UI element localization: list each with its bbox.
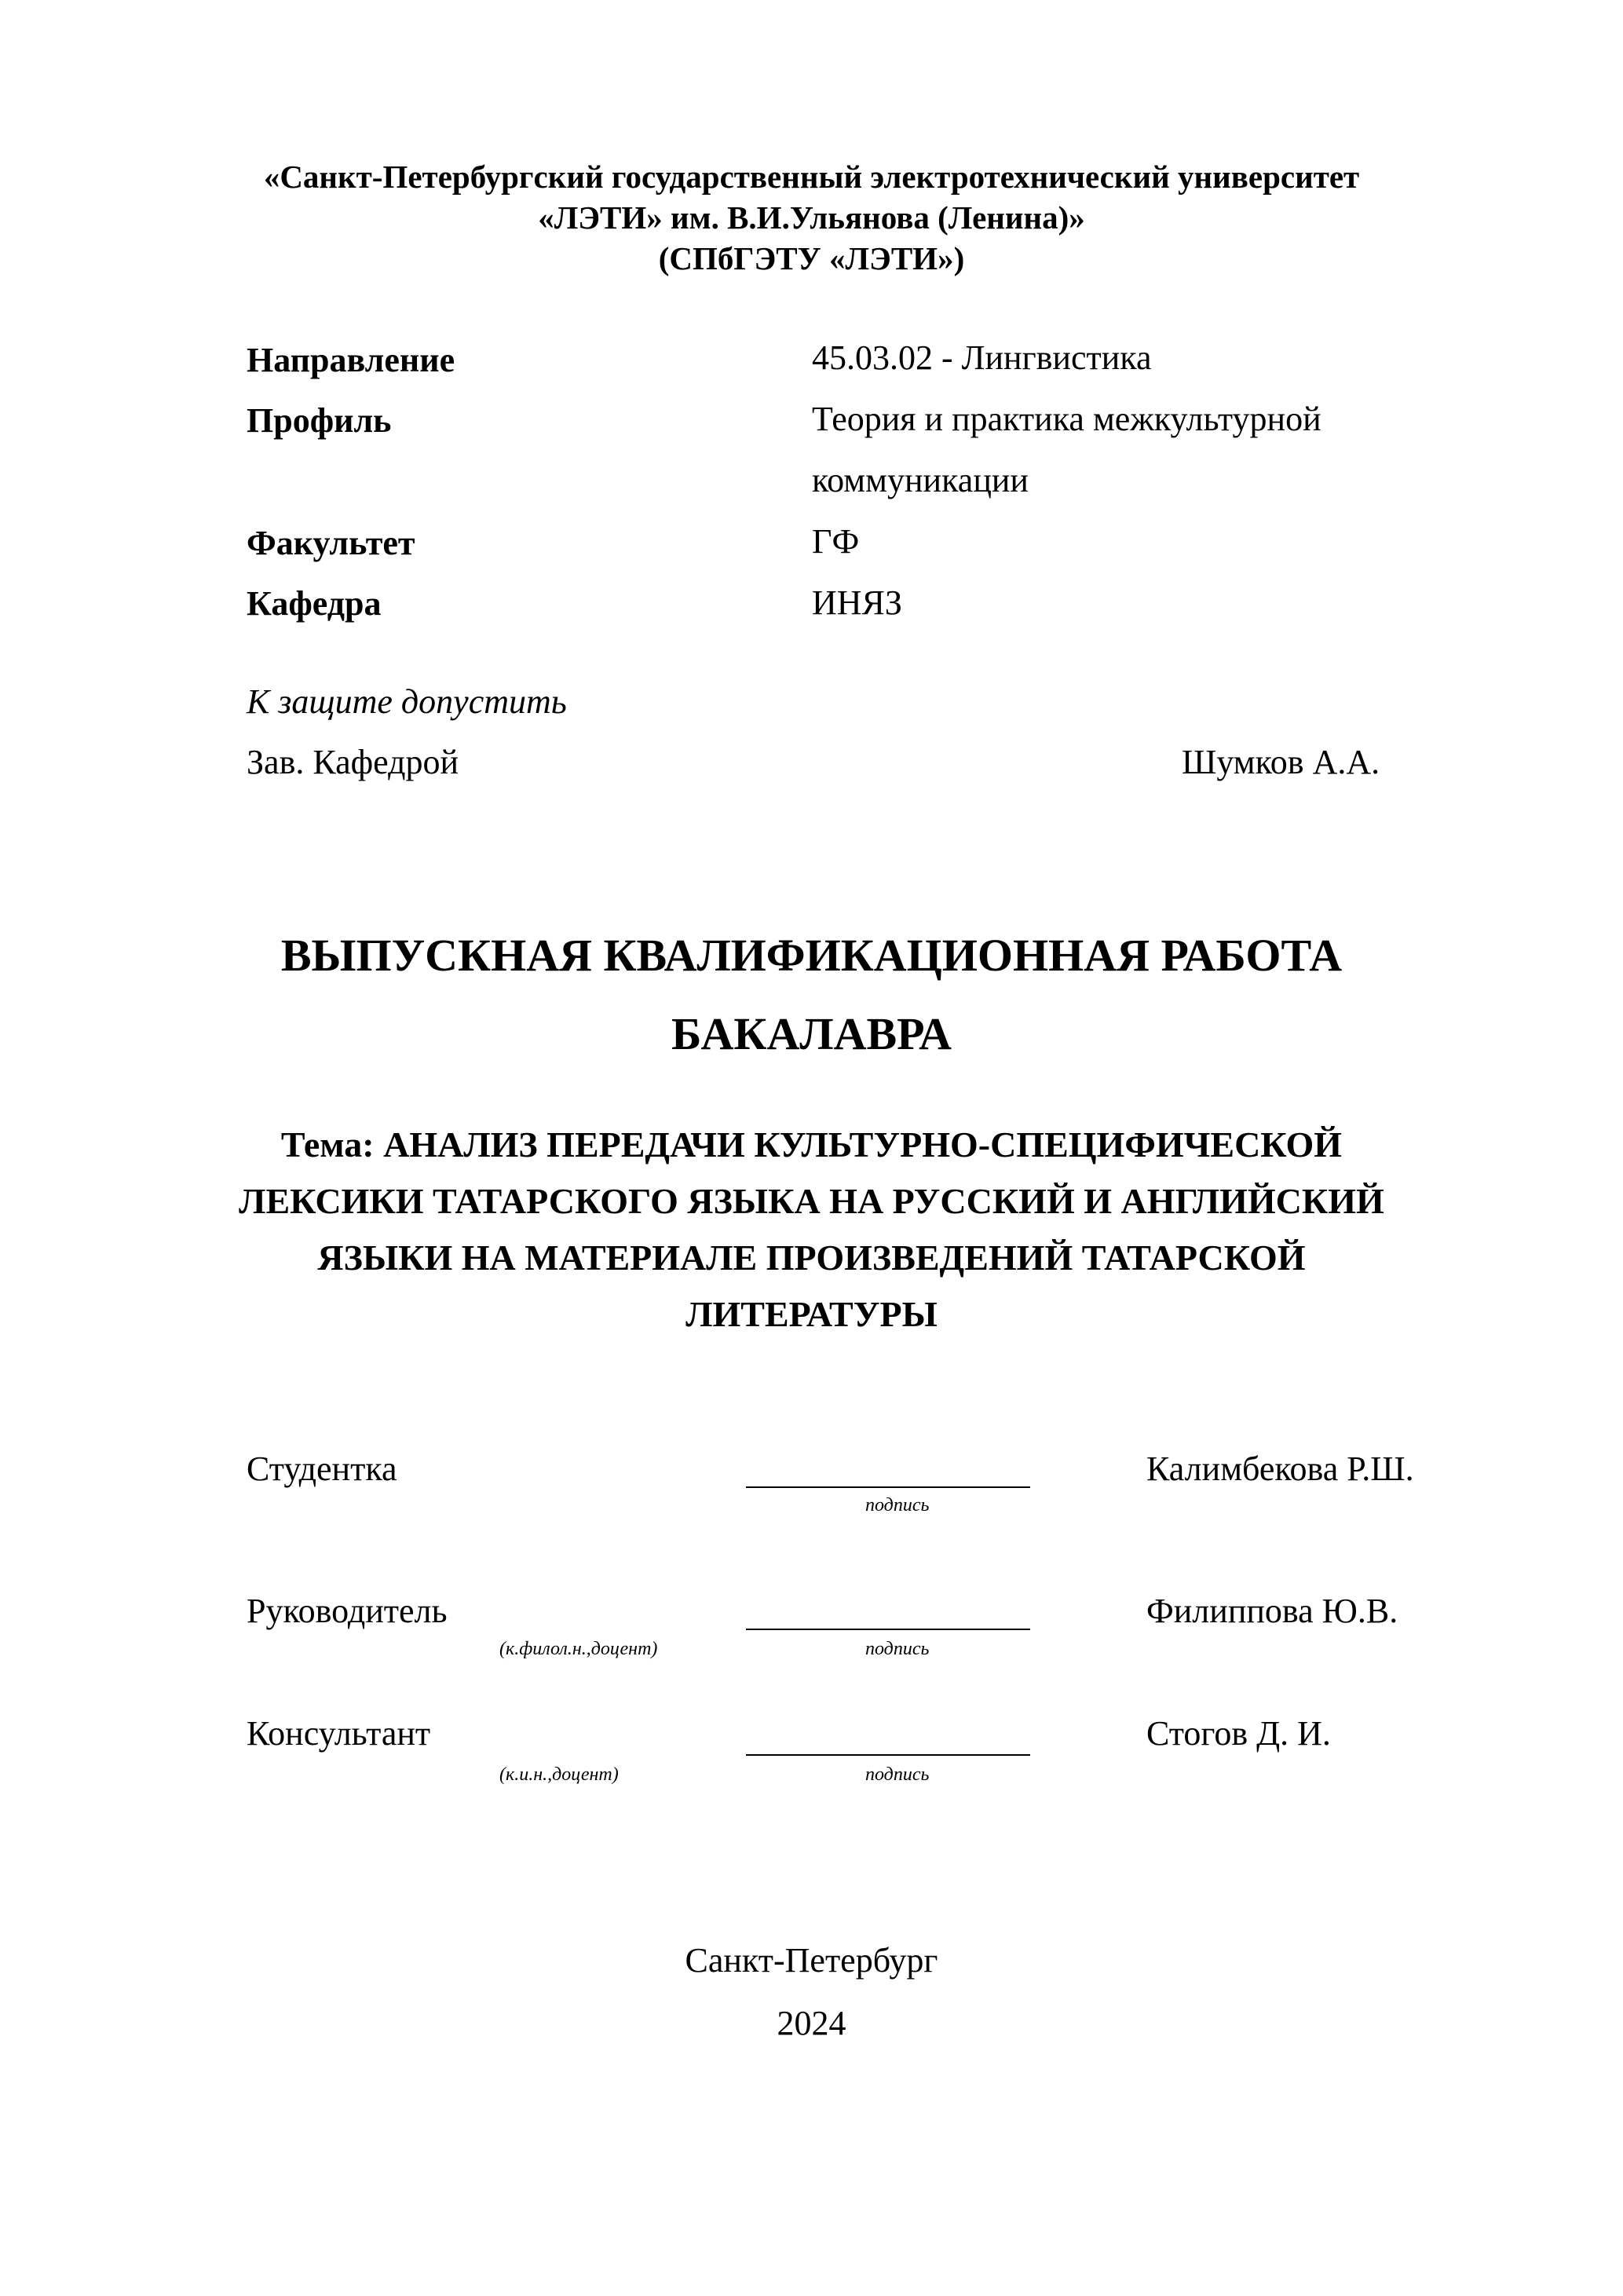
consultant-degree: (к.и.н.,доцент) [499, 1764, 619, 1785]
supervisor-name: Филиппова Ю.В. [1146, 1592, 1398, 1630]
student-signature-line [746, 1486, 1030, 1488]
consultant-role: Консультант [247, 1714, 431, 1753]
document-title-line1: ВЫПУСКНАЯ КВАЛИФИКАЦИОННАЯ РАБОТА [280, 930, 1343, 981]
university-name-line2: «ЛЭТИ» им. В.И.Ульянова (Ленина)» [538, 199, 1085, 236]
student-name: Калимбекова Р.Ш. [1146, 1450, 1414, 1488]
topic-line2: ЛЕКСИКИ ТАТАРСКОГО ЯЗЫКА НА РУССКИЙ И АНГЛИЙСКИЙ [239, 1181, 1384, 1221]
faculty-value: ГФ [812, 522, 860, 561]
approval-name: Шумков А.А. [1182, 743, 1380, 781]
consultant-name: Стогов Д. И. [1146, 1714, 1331, 1753]
approval-note: К защите допустить [247, 682, 567, 721]
direction-value: 45.03.02 - Лингвистика [812, 338, 1152, 377]
supervisor-signature-line [746, 1629, 1030, 1630]
profile-label: Профиль [247, 401, 392, 440]
topic-line1: Тема: АНАЛИЗ ПЕРЕДАЧИ КУЛЬТУРНО-СПЕЦИФИЧЕСКОЙ [280, 1124, 1343, 1164]
supervisor-signature-caption: подпись [865, 1639, 930, 1659]
supervisor-role: Руководитель [247, 1592, 448, 1630]
university-name-line1: «Санкт-Петербургский государственный электротехнический университет [263, 159, 1360, 195]
footer-city: Санкт-Петербург [685, 1941, 938, 1980]
consultant-signature-caption: подпись [865, 1764, 930, 1785]
topic-line4: ЛИТЕРАТУРЫ [685, 1294, 938, 1334]
faculty-label: Факультет [247, 524, 415, 562]
student-signature-caption: подпись [865, 1495, 930, 1515]
department-value: ИНЯЗ [812, 583, 902, 622]
student-role: Студентка [247, 1450, 397, 1488]
topic-line3: ЯЗЫКИ НА МАТЕРИАЛЕ ПРОИЗВЕДЕНИЙ ТАТАРСКОЙ [317, 1238, 1306, 1278]
direction-label: Направление [247, 341, 455, 379]
document-title-line2: БАКАЛАВРА [671, 1008, 952, 1059]
approval-role: Зав. Кафедрой [247, 743, 459, 781]
footer-year: 2024 [777, 2004, 846, 2042]
department-label: Кафедра [247, 584, 382, 623]
university-abbreviation: (СПбГЭТУ «ЛЭТИ») [658, 240, 965, 276]
profile-value-continued: коммуникации [812, 461, 1029, 499]
consultant-signature-line [746, 1754, 1030, 1756]
supervisor-degree: (к.филол.н.,доцент) [499, 1639, 658, 1659]
profile-value: Теория и практика межкультурной [812, 400, 1321, 438]
